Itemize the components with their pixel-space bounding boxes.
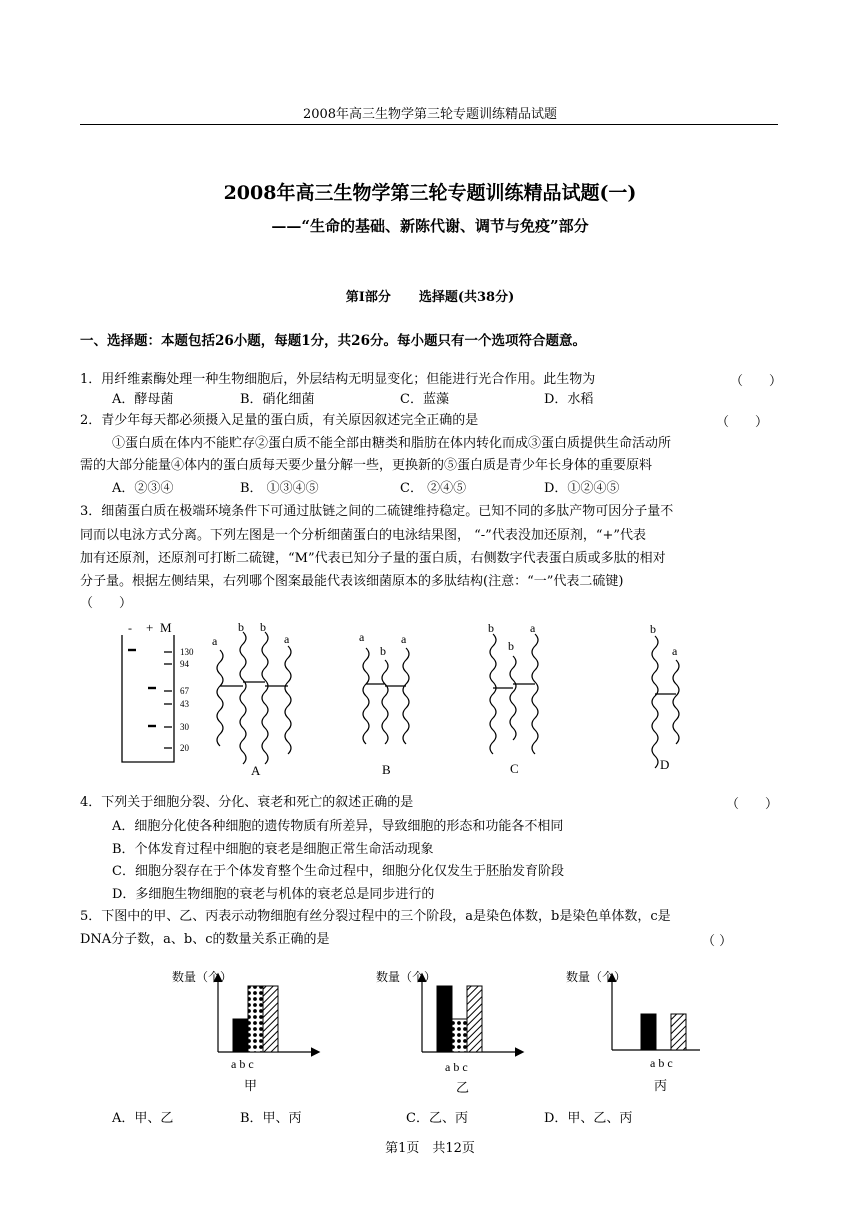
- chart-yi: [376, 969, 522, 1095]
- bar-b: [248, 986, 263, 1052]
- category-a: a: [231, 1057, 237, 1071]
- chain-label: b: [380, 644, 386, 658]
- q4-stem: 4．下列关于细胞分裂、分化、衰老和死亡的叙述正确的是: [80, 795, 414, 810]
- marker-30: 30: [180, 722, 189, 732]
- q2-option-c: C． ②④⑤: [400, 481, 467, 496]
- chart-title: 丙: [654, 1078, 668, 1093]
- q2-option-b: B． ①③④⑤: [240, 481, 319, 496]
- chain-label: a: [530, 621, 536, 635]
- category-b: b: [239, 1057, 246, 1071]
- chain-label: b: [508, 639, 514, 653]
- q2-option-d: D．①②④⑤: [544, 481, 620, 496]
- option-label-a: A: [251, 763, 261, 778]
- chain-label: b: [488, 621, 494, 635]
- q4-answer-paren: （ ）: [726, 797, 779, 812]
- chain-label: a: [672, 644, 678, 658]
- bar-b: [452, 1019, 467, 1052]
- q4-option-a: A．细胞分化使各种细胞的遗传物质有所差异，导致细胞的形态和功能各不相同: [112, 819, 564, 834]
- chart-ylabel: 数量（个）: [566, 970, 627, 984]
- q3-text-line1: 3．细菌蛋白质在极端环境条件下可通过肽链之间的二硫键维持稳定。已知不同的多肽产物可因分子量不: [80, 504, 674, 519]
- marker-130: 130: [180, 647, 194, 657]
- bar-a: [641, 1014, 656, 1050]
- q2-option-a: A．②③④: [112, 481, 174, 496]
- option-label-d: D: [660, 757, 670, 772]
- q4-option-c: C．细胞分裂存在于个体发育整个生命过程中，细胞分化仅发生于胚胎发育阶段: [112, 864, 564, 879]
- category-c: c: [248, 1057, 254, 1071]
- q5-option-d: D．甲、乙、丙: [544, 1111, 633, 1126]
- category-c: c: [462, 1060, 468, 1074]
- marker-43: 43: [180, 699, 189, 709]
- q3-answer-paren: （ ）: [80, 596, 133, 611]
- chain-label: a: [359, 630, 365, 644]
- chain-label: b: [650, 622, 656, 636]
- q4-option-b: B．个体发育过程中细胞的衰老是细胞正常生命活动现象: [112, 842, 434, 857]
- peptide-option-b: [363, 648, 409, 744]
- chart-ylabel: 数量（个）: [172, 970, 233, 984]
- chart-ylabel: 数量（个）: [376, 970, 437, 984]
- part-label: 第Ⅰ部分: [345, 290, 391, 305]
- chain-label: a: [212, 634, 218, 648]
- q5-text-line2: DNA分子数，a、b、c的数量关系正确的是: [80, 932, 330, 947]
- category-a: a: [650, 1056, 656, 1070]
- gel-lane-label-plus: +: [146, 620, 154, 635]
- chart-title: 甲: [244, 1078, 258, 1093]
- part-heading: [0, 286, 860, 305]
- q5-option-c: C．乙、丙: [406, 1111, 468, 1126]
- bar-a: [233, 1019, 248, 1052]
- q1-option-a: A．酵母菌: [112, 392, 174, 407]
- q1-option-c: C．蓝藻: [400, 392, 449, 407]
- bar-c: [263, 986, 278, 1052]
- chart-categories: [445, 1060, 468, 1074]
- q3-text-line4: 分子量。根据左侧结果，右列哪个图案最能代表该细菌原本的多肽结构(注意：“一”代表二硫键): [80, 574, 624, 589]
- q1-option-d: D．水稻: [544, 392, 594, 407]
- chart-title: 乙: [456, 1080, 470, 1095]
- q2-answer-paren: （ ）: [716, 415, 769, 430]
- gel-lane-label-m: M: [160, 620, 172, 635]
- running-header: 2008年高三生物学第三轮专题训练精品试题: [302, 107, 558, 122]
- bar-c: [671, 1014, 686, 1050]
- category-a: a: [445, 1060, 451, 1074]
- q1-stem: 1．用纤维素酶处理一种生物细胞后，外层结构无明显变化；但能进行光合作用。此生物为: [80, 372, 596, 387]
- peptide-option-c: [490, 634, 538, 754]
- page-footer: 第1页 共12页: [385, 1141, 475, 1156]
- category-b: b: [658, 1056, 665, 1070]
- q1-option-b: B．硝化细菌: [240, 392, 315, 407]
- section-intro: 一、选择题：本题包括26小题，每题1分，共26分。每小题只有一个选项符合题意。: [80, 333, 586, 349]
- q1-answer-paren: （ ）: [730, 374, 783, 389]
- q5-option-b: B．甲、丙: [240, 1111, 302, 1126]
- gel-lane-label-minus: -: [128, 621, 132, 635]
- marker-67: 67: [180, 686, 189, 696]
- q5-charts: [160, 960, 700, 1100]
- page-subtitle: ——“生命的基础、新陈代谢、调节与免疫”部分: [271, 217, 589, 235]
- q4-option-d: D．多细胞生物细胞的衰老与机体的衰老总是同步进行的: [112, 887, 435, 902]
- q2-stem: 2．青少年每天都必须摄入足量的蛋白质，有关原因叙述完全正确的是: [80, 413, 479, 428]
- q3-figure: [110, 612, 710, 782]
- page-title: 2008年高三生物学第三轮专题训练精品试题(一): [223, 182, 637, 204]
- part-name: 选择题(共38分): [418, 290, 515, 305]
- header-rule: [80, 124, 778, 125]
- peptide-option-a: [217, 632, 291, 764]
- q5-text-line1: 5．下图中的甲、乙、丙表示动物细胞有丝分裂过程中的三个阶段，a是染色体数，b是染色单体数，c是: [80, 909, 671, 924]
- gel-marker-bands: [164, 652, 172, 748]
- chart-jia: [172, 969, 318, 1093]
- q2-statement-line2: 需的大部分能量④体内的蛋白质每天要少量分解一些，更换新的⑤蛋白质是青少年长身体的重要原料: [80, 458, 653, 473]
- category-b: b: [453, 1060, 460, 1074]
- option-label-b: B: [382, 762, 391, 777]
- q2-statement-line1: ①蛋白质在体内不能贮存②蛋白质不能全部由糖类和脂肪在体内转化而成③蛋白质提供生命活动所: [112, 436, 672, 451]
- chain-label: a: [284, 632, 290, 646]
- q5-answer-paren: （ ）: [702, 934, 733, 949]
- q3-text-line3: 加有还原剂，还原剂可打断二硫键，“M”代表已知分子量的蛋白质，右侧数字代表蛋白质或多肽的相对: [80, 551, 666, 566]
- marker-94: 94: [180, 659, 189, 669]
- chain-label: b: [260, 620, 266, 634]
- gel-frame: [122, 635, 174, 762]
- bar-a: [437, 986, 452, 1052]
- option-label-c: C: [510, 761, 519, 776]
- marker-20: 20: [180, 743, 189, 753]
- bar-c: [467, 986, 482, 1052]
- chain-label: a: [401, 632, 407, 646]
- gel-bands: [128, 650, 156, 726]
- chart-bing: [566, 969, 700, 1093]
- q5-option-a: A．甲、乙: [112, 1111, 174, 1126]
- chart-categories: [650, 1056, 673, 1070]
- chart-categories: [231, 1057, 254, 1071]
- category-c: c: [667, 1056, 673, 1070]
- chain-label: b: [238, 620, 244, 634]
- q3-text-line2: 同而以电泳方式分离。下列左图是一个分析细菌蛋白的电泳结果图， “-”代表没加还原剂，“+”代表: [80, 528, 647, 543]
